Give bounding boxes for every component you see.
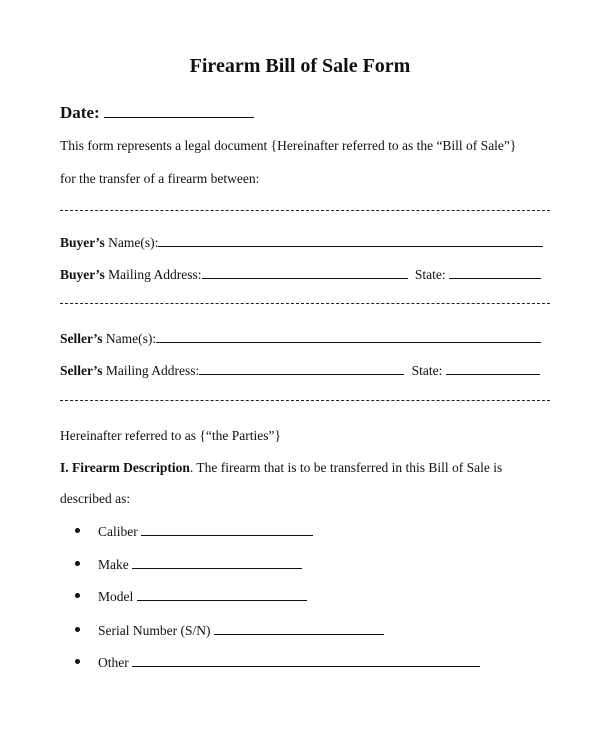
make-label: Make xyxy=(98,557,129,572)
intro-line-2: for the transfer of a firearm between: xyxy=(60,171,260,186)
seller-state-label: State: xyxy=(411,363,443,378)
make-field[interactable] xyxy=(132,555,302,569)
list-item-caliber xyxy=(75,522,313,541)
model-field[interactable] xyxy=(137,587,307,601)
buyer-address-field[interactable] xyxy=(202,265,408,279)
list-item-make xyxy=(75,555,302,574)
buyer-label: Buyer’s xyxy=(60,235,105,250)
parties-text: Hereinafter referred to as {“the Parties”} xyxy=(60,428,281,443)
date-label: Date xyxy=(60,103,94,122)
date-row: Date: xyxy=(60,102,254,123)
list-item-serial-number xyxy=(75,621,384,640)
buyer-label: Buyer’s xyxy=(60,267,105,282)
seller-state-field[interactable] xyxy=(446,361,540,375)
section1-row xyxy=(60,459,502,477)
seller-address-row xyxy=(60,361,540,380)
model-label: Model xyxy=(98,589,134,604)
seller-label: Seller’s xyxy=(60,331,103,346)
section1-text: . The firearm that is to be transferred in this Bill of Sale is xyxy=(189,460,503,475)
buyer-name-row xyxy=(60,233,543,252)
separator-dashes xyxy=(60,210,550,211)
seller-name-field[interactable] xyxy=(156,329,541,343)
bullet-icon xyxy=(75,561,80,566)
separator-dashes xyxy=(60,400,550,401)
buyer-name-label: Name(s): xyxy=(104,235,159,250)
other-field[interactable] xyxy=(132,653,480,667)
bullet-icon xyxy=(75,659,80,664)
section1-heading: I. Firearm Description xyxy=(60,460,190,475)
seller-address-field[interactable] xyxy=(199,361,404,375)
serial-number-label: Serial Number (S/N) xyxy=(98,623,211,638)
buyer-address-label: Mailing Address: xyxy=(104,267,202,282)
caliber-label: Caliber xyxy=(98,524,138,539)
seller-name-row xyxy=(60,329,541,348)
document-title: Firearm Bill of Sale Form xyxy=(189,55,411,77)
separator-dashes xyxy=(60,303,550,304)
buyer-address-row xyxy=(60,265,541,284)
seller-label: Seller’s xyxy=(60,363,103,378)
serial-number-field[interactable] xyxy=(214,621,384,635)
caliber-field[interactable] xyxy=(141,522,313,536)
buyer-state-label: State: xyxy=(414,267,446,282)
list-item-other xyxy=(75,653,480,672)
other-label: Other xyxy=(98,655,129,670)
bullet-icon xyxy=(75,593,80,598)
buyer-state-field[interactable] xyxy=(449,265,541,279)
seller-address-label: Mailing Address: xyxy=(102,363,200,378)
buyer-name-field[interactable] xyxy=(158,233,543,247)
list-item-model xyxy=(75,587,307,606)
seller-name-label: Name(s): xyxy=(102,331,157,346)
date-field[interactable] xyxy=(104,102,254,118)
bullet-icon xyxy=(75,627,80,632)
bullet-icon xyxy=(75,528,80,533)
described-as-text: described as: xyxy=(60,491,131,506)
intro-line-1: This form represents a legal document {Hereinafter referred to as the “Bill of Sale”} xyxy=(60,138,517,153)
